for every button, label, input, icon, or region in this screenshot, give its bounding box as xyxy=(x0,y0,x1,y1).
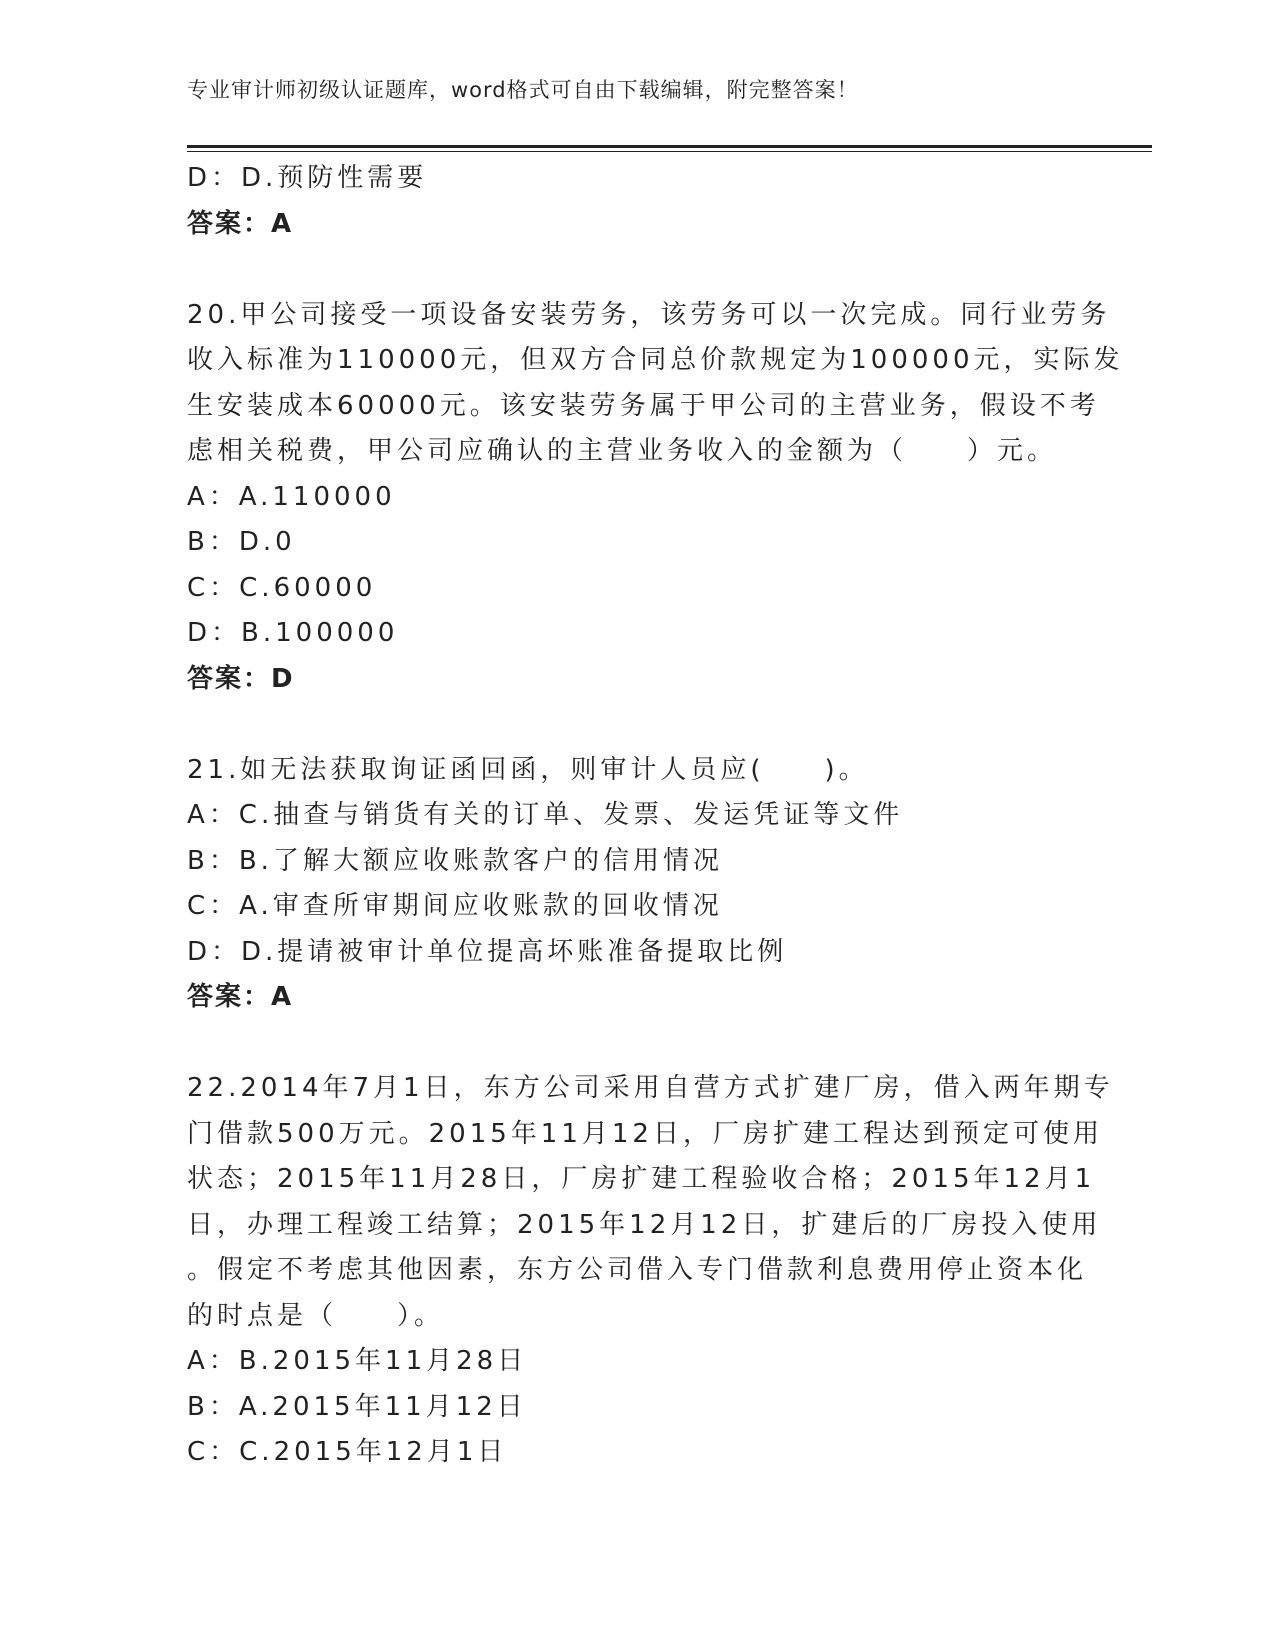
question-stem-line: 。假定不考虑其他因素，东方公司借入专门借款利息费用停止资本化 xyxy=(187,1255,1088,1285)
question-stem-line: 20.甲公司接受一项设备安装劳务，该劳务可以一次完成。同行业劳务 xyxy=(187,299,1111,330)
question-stem-line: 生安装成本60000元。该安装劳务属于甲公司的主营业务，假设不考 xyxy=(187,390,1100,421)
question-21 xyxy=(187,748,1087,1021)
answer-line: 答案：D xyxy=(187,663,295,694)
question-stem-line: 收入标准为110000元，但双方合同总价款规定为100000元，实际发 xyxy=(187,345,1124,375)
question-20 xyxy=(187,293,1124,703)
question-stem-line: 门借款500万元。2015年11月12日，厂房扩建工程达到预定可使用 xyxy=(187,1118,1103,1149)
question-stem-line: 状态；2015年11月28日，厂房扩建工程验收合格；2015年12月1 xyxy=(187,1164,1096,1194)
question-stem-line: 的时点是（ ）。 xyxy=(187,1300,445,1331)
option-c: C：C.60000 xyxy=(187,572,377,603)
option-d: D：D.提请被审计单位提高坏账准备提取比例 xyxy=(187,936,788,967)
option-a: A：B.2015年11月28日 xyxy=(187,1346,528,1376)
option-b: B：D.0 xyxy=(187,527,296,557)
option-c: C：A.审查所审期间应收账款的回收情况 xyxy=(187,891,723,921)
page-header: 专业审计师初级认证题库，word格式可自由下载编辑，附完整答案！ xyxy=(187,78,859,102)
spacer xyxy=(187,702,1087,748)
option-b: B：A.2015年11月12日 xyxy=(187,1391,527,1422)
question-stem-line: 22.2014年7月1日，东方公司采用自营方式扩建厂房，借入两年期专 xyxy=(187,1073,1114,1103)
spacer xyxy=(187,1021,1087,1067)
question-stem-line: 虑相关税费，甲公司应确认的主营业务收入的金额为（ ）元。 xyxy=(187,436,1058,466)
header-rule-thick xyxy=(187,145,1152,148)
option-d: D：B.100000 xyxy=(187,618,399,648)
answer-line: 答案：A xyxy=(187,208,294,239)
option-b: B：B.了解大额应收账款客户的信用情况 xyxy=(187,845,723,876)
question-stem-line: 21.如无法获取询证函回函，则审计人员应( )。 xyxy=(187,754,869,785)
option-c: C：C.2015年12月1日 xyxy=(187,1437,508,1467)
answer-line: 答案：A xyxy=(187,982,294,1012)
option-a: A：C.抽查与销货有关的订单、发票、发运凭证等文件 xyxy=(187,800,904,830)
spacer xyxy=(187,247,1087,293)
question-22 xyxy=(187,1066,1114,1476)
option-a: A：A.110000 xyxy=(187,481,396,512)
option-d: D：D.预防性需要 xyxy=(187,163,428,193)
question-stem-line: 日，办理工程竣工结算；2015年12月12日，扩建后的厂房投入使用 xyxy=(187,1209,1102,1240)
header-rule-thin xyxy=(187,151,1152,152)
document-body xyxy=(187,156,1124,1476)
